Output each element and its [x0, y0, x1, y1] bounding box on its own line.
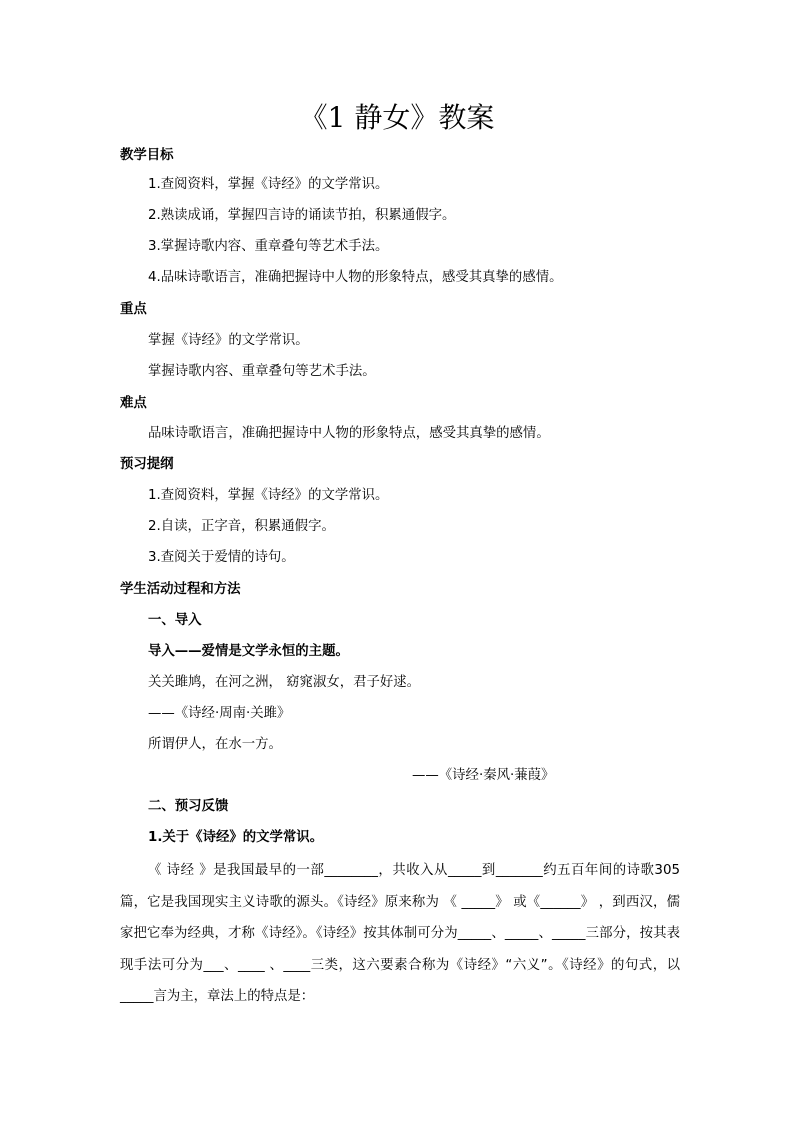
heading-objectives: 教学目标: [120, 148, 174, 163]
heading-activities: 学生活动过程和方法: [120, 582, 241, 597]
heading-difficulties: 难点: [120, 396, 147, 411]
objective-item: 2.熟读成诵，掌握四言诗的诵读节拍，积累通假字。: [148, 208, 456, 223]
document-title: 《1 静女》教案: [299, 101, 495, 134]
part2-subheading: 1.关于《诗经》的文学常识。: [148, 830, 324, 845]
key-point-item: 掌握诗歌内容、重章叠句等艺术手法。: [148, 364, 376, 379]
difficulty-item: 品味诗歌语言，准确把握诗中人物的形象特点，感受其真挚的感情。: [148, 426, 550, 441]
preview-item: 3.查阅关于爱情的诗句。: [148, 550, 295, 565]
fill-in-paragraph: 《 诗经 》是我国最早的一部________，共收入从_____到_______约五百年间的诗歌305篇，它是我国现实主义诗歌的源头。《诗经》原来称为 《 _____》 或《______》 ，到西汉，儒家把它奉为经典，才称《诗经》。《诗经》按其体制可分为_____、_____、_____三部分，按其表现手法可分为___、____ 、____三类，这六要素合称为《诗经》“六义”。《诗经》的句式，以_____言为主，章法上的特点是：: [120, 863, 680, 1004]
quote-jianjia-source: ——《诗经·秦风·蒹葭》: [412, 768, 555, 783]
objective-item: 1.查阅资料，掌握《诗经》的文学常识。: [148, 177, 389, 192]
part1-subheading: 导入——爱情是文学永恒的主题。: [148, 644, 349, 659]
quote-jianjia: 所谓伊人，在水一方。: [148, 737, 282, 752]
heading-key-points: 重点: [120, 302, 147, 317]
key-point-item: 掌握《诗经》的文学常识。: [148, 333, 309, 348]
heading-preview: 预习提纲: [120, 457, 174, 472]
part1-heading: 一、导入: [148, 613, 202, 628]
objective-item: 3.掌握诗歌内容、重章叠句等艺术手法。: [148, 239, 389, 254]
preview-item: 2.自读，正字音，积累通假字。: [148, 519, 335, 534]
preview-item: 1.查阅资料，掌握《诗经》的文学常识。: [148, 488, 389, 503]
quote-guanju-source: ——《诗经·周南·关雎》: [148, 706, 291, 721]
part2-heading: 二、预习反馈: [148, 799, 229, 814]
quote-guanju: 关关雎鸠，在河之洲， 窈窕淑女，君子好逑。: [148, 675, 421, 690]
objective-item: 4.品味诗歌语言，准确把握诗中人物的形象特点，感受其真挚的感情。: [148, 270, 563, 285]
